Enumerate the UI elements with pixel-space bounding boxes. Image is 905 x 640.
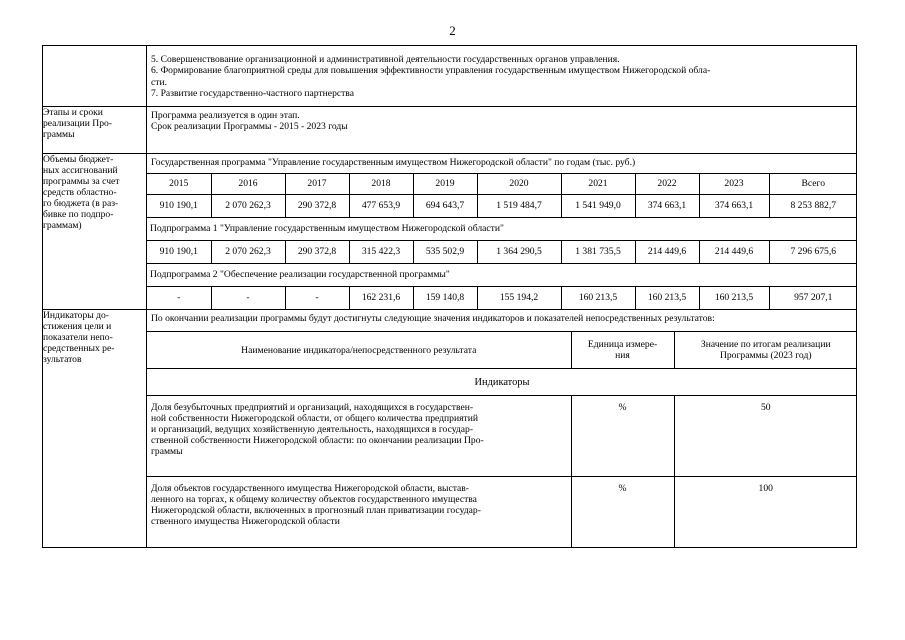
budget-label-line: го бюджета (в раз- <box>43 197 119 209</box>
sub2-value-cell: - <box>285 287 349 310</box>
sub1-value-cell: 535 502,9 <box>413 241 477 264</box>
year-cell: 2015 <box>147 174 211 195</box>
total-value-cell: 374 663,1 <box>699 195 769 218</box>
budget-row <box>43 153 857 309</box>
indicators-label-line: показатели непо- <box>43 332 113 344</box>
header-unit-line: ния <box>615 350 630 362</box>
header-value-line: Программы (2023 год) <box>719 350 812 362</box>
year-cell: 2020 <box>477 174 561 195</box>
budget-label-line: Объемы бюджет- <box>43 153 114 165</box>
sub2-value-cell: 160 213,5 <box>699 287 769 310</box>
indicator-description-line: Нижегородской области, включенных в прогнозный план приватизации государ- <box>151 505 481 517</box>
budget-label-line: средств областно- <box>43 186 117 198</box>
sub1-value-cell: 214 449,6 <box>635 241 699 264</box>
sub2-value-cell: 957 207,1 <box>769 287 857 310</box>
indicator-unit: % <box>571 396 674 477</box>
page-number: 2 <box>449 23 456 38</box>
sub1-value-cell: 7 296 675,6 <box>769 241 857 264</box>
total-value-cell: 290 372,8 <box>285 195 349 218</box>
year-cell: 2017 <box>285 174 349 195</box>
indicators-intro: По окончании реализации программы будут достигнуты следующие значения индикаторов и показателей непосредственных результатов: <box>151 313 715 325</box>
sub1-value-cell: 290 372,8 <box>285 241 349 264</box>
sub1-value-cell: 1 364 290,5 <box>477 241 561 264</box>
indicator-value: 50 <box>674 396 857 477</box>
total-value-cell: 374 663,1 <box>635 195 699 218</box>
subprogram-1-values-row <box>147 241 857 264</box>
indicators-section-row <box>147 369 857 396</box>
total-value-cell: 910 190,1 <box>147 195 211 218</box>
stages-label-line: Этапы и сроки <box>43 106 103 118</box>
stages-line: Срок реализации Программы - 2015 - 2023 годы <box>151 121 348 133</box>
goals-label-cell <box>43 46 147 107</box>
budget-table <box>147 173 857 309</box>
indicators-label-line: средственных ре- <box>43 343 115 355</box>
indicator-description-line: ной собственности Нижегородской области, от общего количества предприятий <box>151 413 478 425</box>
indicators-content-cell <box>147 310 857 548</box>
indicator-description <box>147 396 571 477</box>
indicators-section-title: Индикаторы <box>147 369 857 396</box>
indicator-description-line: ленного на торгах, к общему количеству объектов государственного имущества <box>151 494 477 506</box>
goals-line: 7. Развитие государственно-частного партнерства <box>151 88 354 100</box>
stages-label-line: реализации Про- <box>43 117 113 129</box>
indicator-description-line: Доля объектов государственного имущества Нижегородской области, выстав- <box>151 483 469 495</box>
sub1-value-cell: 214 449,6 <box>699 241 769 264</box>
budget-label-line: программы за счет <box>43 175 120 187</box>
indicators-label-line: Индикаторы до- <box>43 310 109 322</box>
header-unit <box>571 332 674 369</box>
stages-label-line: граммы <box>43 128 75 140</box>
indicators-table <box>147 310 857 547</box>
subprogram-2-values-row <box>147 287 857 310</box>
year-cell: Всего <box>769 174 857 195</box>
subprogram-2-title: Подпрограмма 2 "Обеспечение реализации государственной программы" <box>147 264 857 287</box>
sub2-value-cell: - <box>211 287 285 310</box>
header-indicator-name: Наименование индикатора/непосредственного результата <box>147 332 571 369</box>
indicator-description <box>147 477 571 548</box>
indicator-value: 100 <box>674 477 857 548</box>
indicator-description-line: граммы <box>151 446 183 458</box>
budget-program-title: Государственная программа "Управление государственным имуществом Нижегородской области" по годам (тыс. руб.) <box>151 156 636 168</box>
indicator-row <box>147 396 857 477</box>
sub2-value-cell: 159 140,8 <box>413 287 477 310</box>
year-cell: 2016 <box>211 174 285 195</box>
stages-line: Программа реализуется в один этап. <box>151 109 300 121</box>
total-value-cell: 477 653,9 <box>349 195 413 218</box>
indicator-description-line: и организаций, ведущих хозяйственную деятельность, находящихся в государ- <box>151 424 474 436</box>
header-unit-line: Единица измере- <box>587 339 658 351</box>
goals-line: сти. <box>151 76 167 88</box>
header-value-line: Значение по итогам реализации <box>700 339 831 351</box>
stages-label-cell <box>43 106 147 153</box>
year-cell: 2023 <box>699 174 769 195</box>
indicator-row <box>147 477 857 548</box>
budget-years-row <box>147 174 857 195</box>
budget-label-cell <box>43 153 147 309</box>
sub1-value-cell: 315 422,3 <box>349 241 413 264</box>
year-cell: 2019 <box>413 174 477 195</box>
year-cell: 2022 <box>635 174 699 195</box>
budget-total-row <box>147 195 857 218</box>
year-cell: 2018 <box>349 174 413 195</box>
sub1-value-cell: 910 190,1 <box>147 241 211 264</box>
total-value-cell: 694 643,7 <box>413 195 477 218</box>
sub2-value-cell: 160 213,5 <box>561 287 635 310</box>
sub2-value-cell: 160 213,5 <box>635 287 699 310</box>
sub1-value-cell: 1 381 735,5 <box>561 241 635 264</box>
budget-label-line: граммам) <box>43 219 82 231</box>
indicators-label-line: зультатов <box>43 354 82 366</box>
total-value-cell: 1 541 949,0 <box>561 195 635 218</box>
goals-line: 5. Совершенствование организационной и административной деятельности государственных органов управления. <box>151 54 620 65</box>
indicators-intro-row <box>147 310 857 332</box>
sub2-value-cell: 155 194,2 <box>477 287 561 310</box>
indicators-label-cell <box>43 310 147 548</box>
passport-table <box>42 45 857 548</box>
indicator-description-line: ственного имущества Нижегородской области <box>151 516 340 528</box>
budget-content-cell <box>147 153 857 309</box>
total-value-cell: 2 070 262,3 <box>211 195 285 218</box>
indicators-label-line: стижения цели и <box>43 321 112 333</box>
stages-row <box>43 106 857 153</box>
indicator-description-line: ственной собственности Нижегородской области: по окончании реализации Про- <box>151 435 484 447</box>
goals-content-cell <box>147 46 857 107</box>
stages-content-cell <box>147 106 857 153</box>
sub1-value-cell: 2 070 262,3 <box>211 241 285 264</box>
total-value-cell: 8 253 882,7 <box>769 195 857 218</box>
indicators-row <box>43 310 857 548</box>
goals-row <box>43 46 857 107</box>
budget-label-line: ных ассигнований <box>43 164 118 176</box>
subprogram-2-title-row <box>147 264 857 287</box>
budget-label-line: бивке по подпро- <box>43 208 114 220</box>
sub2-value-cell: - <box>147 287 211 310</box>
total-value-cell: 1 519 484,7 <box>477 195 561 218</box>
subprogram-1-title-row <box>147 218 857 241</box>
indicators-header-row <box>147 332 857 369</box>
indicator-unit: % <box>571 477 674 548</box>
sub2-value-cell: 162 231,6 <box>349 287 413 310</box>
goals-line: 6. Формирование благоприятной среды для повышения эффективности управления государственным имуществом Нижегородской обла- <box>151 65 711 77</box>
year-cell: 2021 <box>561 174 635 195</box>
header-value <box>674 332 857 369</box>
indicator-description-line: Доля безубыточных предприятий и организаций, находящихся в государствен- <box>151 402 474 414</box>
subprogram-1-title: Подпрограмма 1 "Управление государственным имуществом Нижегородской области" <box>147 218 857 241</box>
